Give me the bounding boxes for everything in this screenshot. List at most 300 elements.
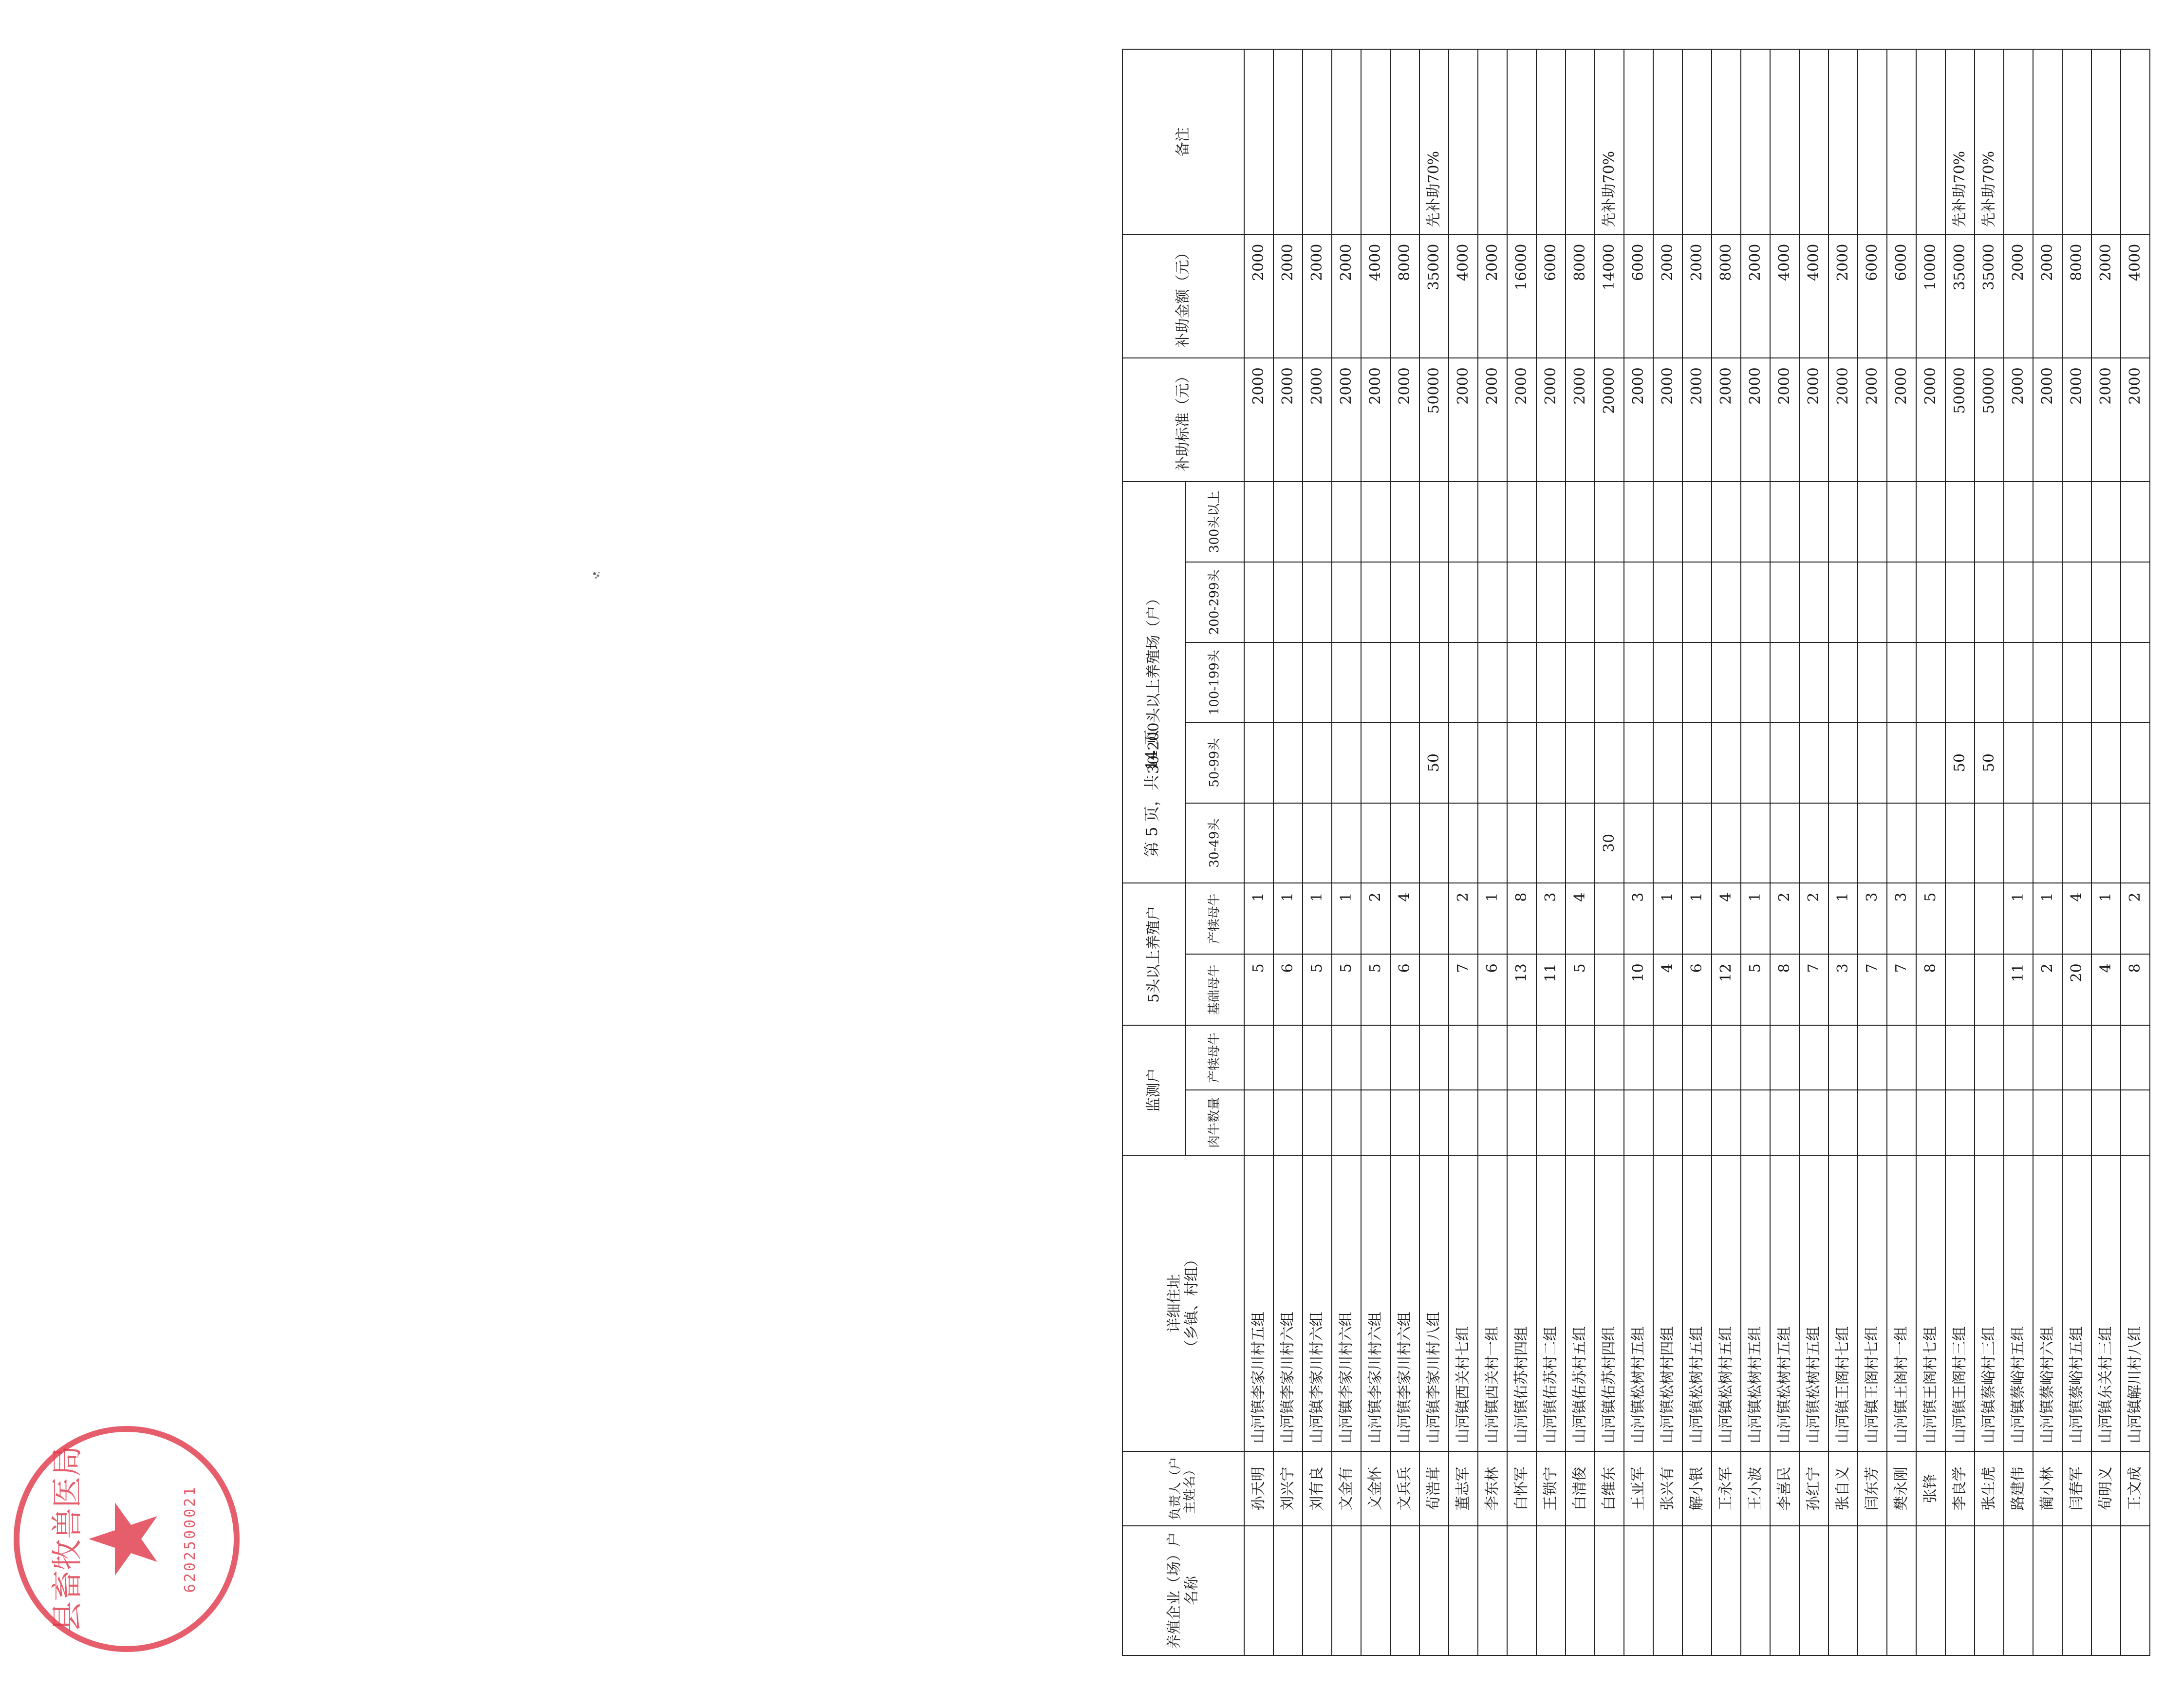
cell-empty: [2004, 482, 2033, 562]
cell-empty: [1449, 1090, 1478, 1155]
cell-empty: [2033, 642, 2062, 723]
cell-f30: [1887, 803, 1916, 883]
cell-base: 6: [1682, 954, 1712, 1025]
cell-calving: [1975, 883, 2004, 954]
cell-remark: [1332, 49, 1361, 235]
cell-amount: 8000: [1390, 235, 1419, 358]
cell-empty: [1390, 562, 1419, 642]
cell-address: 山河镇李家川村六组: [1273, 1155, 1303, 1452]
cell-empty: [1361, 1526, 1390, 1655]
cell-empty: [1303, 482, 1332, 562]
cell-empty: [2004, 642, 2033, 723]
cell-f30: [1273, 803, 1303, 883]
cell-empty: [1419, 482, 1449, 562]
cell-amount: 35000: [1419, 235, 1449, 358]
cell-empty: [1332, 482, 1361, 562]
cell-base: [1419, 954, 1449, 1025]
cell-remark: [1449, 49, 1478, 235]
cell-f30: [1507, 803, 1536, 883]
cell-base: 7: [1799, 954, 1828, 1025]
cell-amount: 6000: [1624, 235, 1653, 358]
svg-text:县畜牧兽医局: 县畜牧兽医局: [50, 1445, 86, 1633]
cell-name: 王小波: [1741, 1451, 1770, 1525]
cell-empty: [1653, 1025, 1682, 1090]
cell-empty: [2121, 642, 2150, 723]
cell-name: 刘有良: [1303, 1451, 1332, 1525]
cell-name: 路建伟: [2004, 1451, 2033, 1525]
cell-f50: [1858, 723, 1887, 803]
cell-empty: [2033, 562, 2062, 642]
cell-f50: [1390, 723, 1419, 803]
cell-f50: [1682, 723, 1712, 803]
cell-empty: [1478, 642, 1507, 723]
cell-calving: 1: [1741, 883, 1770, 954]
cell-calving: 1: [1682, 883, 1712, 954]
cell-empty: [1478, 1025, 1507, 1090]
header-farm-100: 100-199头: [1186, 642, 1244, 723]
cell-empty: [1858, 1526, 1887, 1655]
cell-std: 2000: [1361, 358, 1390, 482]
cell-calving: [1419, 883, 1449, 954]
cell-address: 山河镇蔡峪村五组: [2062, 1155, 2091, 1452]
cell-empty: [1945, 1090, 1975, 1155]
cell-empty: [2033, 1526, 2062, 1655]
cell-empty: [1273, 1025, 1303, 1090]
cell-base: 7: [1449, 954, 1478, 1025]
cell-empty: [1478, 1526, 1507, 1655]
cell-empty: [2062, 562, 2091, 642]
cell-empty: [1332, 1526, 1361, 1655]
cell-empty: [1419, 1526, 1449, 1655]
cell-f30: [1653, 803, 1682, 883]
cell-amount: 2000: [1273, 235, 1303, 358]
cell-f50: [1507, 723, 1536, 803]
table-row: [1624, 49, 1653, 1655]
cell-empty: [1945, 562, 1975, 642]
cell-std: 2000: [1273, 358, 1303, 482]
table-row: [1566, 49, 1595, 1655]
cell-remark: [1858, 49, 1887, 235]
cell-empty: [1712, 1090, 1741, 1155]
cell-empty: [1682, 642, 1712, 723]
table-row: [1858, 49, 1887, 1655]
cell-empty: [2091, 1526, 2121, 1655]
cell-f50: 50: [1945, 723, 1975, 803]
cell-remark: [2033, 49, 2062, 235]
cell-empty: [2033, 1025, 2062, 1090]
cell-address: 山河镇王阁村一组: [1887, 1155, 1916, 1452]
cell-f30: [1566, 803, 1595, 883]
cell-empty: [1361, 562, 1390, 642]
cell-remark: [1887, 49, 1916, 235]
table-body: [1244, 49, 2150, 1655]
cell-base: 8: [1916, 954, 1945, 1025]
header-address-sub: （乡镇、村组）: [1183, 1252, 1200, 1354]
cell-empty: [1419, 1025, 1449, 1090]
cell-empty: [1975, 1025, 2004, 1090]
cell-name: 文金怀: [1361, 1451, 1390, 1525]
cell-f50: [1536, 723, 1566, 803]
cell-remark: 先补助70%: [1419, 49, 1449, 235]
cell-remark: [1478, 49, 1507, 235]
cell-empty: [2091, 1090, 2121, 1155]
cell-address: 山河镇佑苏村五组: [1566, 1155, 1595, 1452]
cell-amount: 2000: [1244, 235, 1273, 358]
cell-f50: [1244, 723, 1273, 803]
cell-empty: [1478, 562, 1507, 642]
cell-calving: [1595, 883, 1624, 954]
cell-empty: [1624, 1526, 1653, 1655]
cell-address: 山河镇王阁村七组: [1828, 1155, 1858, 1452]
cell-std: 2000: [1624, 358, 1653, 482]
cell-std: 2000: [1303, 358, 1332, 482]
cell-f50: 50: [1975, 723, 2004, 803]
cell-amount: 8000: [1712, 235, 1741, 358]
table-row: [1303, 49, 1332, 1655]
cell-amount: 4000: [1449, 235, 1478, 358]
cell-amount: 6000: [1858, 235, 1887, 358]
cell-empty: [1536, 1526, 1566, 1655]
cell-address: 山河镇松树村四组: [1653, 1155, 1682, 1452]
cell-empty: [1624, 562, 1653, 642]
cell-amount: 4000: [1770, 235, 1799, 358]
cell-std: 2000: [1828, 358, 1858, 482]
cell-std: 2000: [2004, 358, 2033, 482]
cell-f30: [2033, 803, 2062, 883]
table-row: [1945, 49, 1975, 1655]
cell-amount: 2000: [1653, 235, 1682, 358]
cell-f30: [1361, 803, 1390, 883]
cell-empty: [1828, 1526, 1858, 1655]
cell-empty: [1975, 482, 2004, 562]
cell-calving: 4: [1712, 883, 1741, 954]
cell-address: 山河镇解川村八组: [2121, 1155, 2150, 1452]
cell-empty: [1449, 562, 1478, 642]
cell-base: [1945, 954, 1975, 1025]
cell-f30: [2091, 803, 2121, 883]
cell-calving: 4: [2062, 883, 2091, 954]
table-row: [2033, 49, 2062, 1655]
cell-empty: [1507, 1090, 1536, 1155]
cell-name: 王亚军: [1624, 1451, 1653, 1525]
cell-remark: [1799, 49, 1828, 235]
cell-address: 山河镇李家川村六组: [1332, 1155, 1361, 1452]
header-farm-50: 50-99头: [1186, 723, 1244, 803]
cell-remark: [2062, 49, 2091, 235]
cell-address: 山河镇佑苏村二组: [1536, 1155, 1566, 1452]
table-row: [1828, 49, 1858, 1655]
table-row: [1653, 49, 1682, 1655]
cell-empty: [1770, 642, 1799, 723]
cell-calving: 2: [1449, 883, 1478, 954]
cell-f50: [1595, 723, 1624, 803]
cell-amount: 2000: [1828, 235, 1858, 358]
cell-std: 2000: [2033, 358, 2062, 482]
cell-f30: [1449, 803, 1478, 883]
cell-empty: [1536, 562, 1566, 642]
cell-remark: [1244, 49, 1273, 235]
cell-f50: [2062, 723, 2091, 803]
cell-std: 2000: [1507, 358, 1536, 482]
cell-empty: [1770, 562, 1799, 642]
cell-name: 孙天明: [1244, 1451, 1273, 1525]
cell-base: 7: [1887, 954, 1916, 1025]
cell-base: [1595, 954, 1624, 1025]
cell-f30: [1975, 803, 2004, 883]
cell-empty: [1653, 1526, 1682, 1655]
cell-std: 2000: [1536, 358, 1566, 482]
cell-amount: 2000: [2004, 235, 2033, 358]
cell-remark: [2091, 49, 2121, 235]
cell-empty: [1653, 642, 1682, 723]
cell-f50: [1566, 723, 1595, 803]
cell-f50: [2033, 723, 2062, 803]
cell-empty: [1858, 1025, 1887, 1090]
cell-std: 2000: [1887, 358, 1916, 482]
cell-std: 2000: [1799, 358, 1828, 482]
cell-empty: [1361, 1090, 1390, 1155]
cell-empty: [1507, 1025, 1536, 1090]
cell-std: 50000: [1975, 358, 2004, 482]
cell-f30: [1419, 803, 1449, 883]
cell-f50: 50: [1419, 723, 1449, 803]
header-g5-calving: 产犊母牛: [1186, 883, 1244, 954]
cell-name: 王锁宁: [1536, 1451, 1566, 1525]
cell-empty: [2121, 1526, 2150, 1655]
cell-remark: [1828, 49, 1858, 235]
cell-base: 5: [1244, 954, 1273, 1025]
cell-empty: [2062, 1090, 2091, 1155]
cell-empty: [1449, 642, 1478, 723]
header-standard: 补助标准（元）: [1122, 358, 1244, 482]
svg-text:6202500021: 6202500021: [182, 1485, 199, 1593]
cell-std: 2000: [1741, 358, 1770, 482]
cell-calving: 2: [2121, 883, 2150, 954]
cell-empty: [1566, 562, 1595, 642]
cell-base: 8: [2121, 954, 2150, 1025]
cell-empty: [1712, 482, 1741, 562]
header-farm-30: 30-49头: [1186, 803, 1244, 883]
cell-empty: [1916, 482, 1945, 562]
cell-address: 山河镇蔡峪村三组: [1975, 1155, 2004, 1452]
cell-f50: [1916, 723, 1945, 803]
cell-empty: [1273, 1526, 1303, 1655]
cell-address: 山河镇松树村五组: [1624, 1155, 1653, 1452]
cell-address: 山河镇松树村五组: [1799, 1155, 1828, 1452]
table-row: [1273, 49, 1303, 1655]
cell-calving: 1: [1653, 883, 1682, 954]
cell-std: 2000: [1478, 358, 1507, 482]
cell-empty: [1273, 562, 1303, 642]
cell-empty: [2004, 1526, 2033, 1655]
cell-base: 12: [1712, 954, 1741, 1025]
cell-empty: [1653, 1090, 1682, 1155]
cell-amount: 2000: [2033, 235, 2062, 358]
cell-name: 荀浩茸: [1419, 1451, 1449, 1525]
cell-amount: 8000: [1566, 235, 1595, 358]
cell-address: 山河镇王阁村七组: [1858, 1155, 1887, 1452]
cell-std: 2000: [2121, 358, 2150, 482]
cell-empty: [1887, 1090, 1916, 1155]
cell-empty: [1799, 562, 1828, 642]
cell-calving: 2: [1799, 883, 1828, 954]
cell-std: 2000: [1653, 358, 1682, 482]
cell-calving: 2: [1770, 883, 1799, 954]
cell-empty: [1536, 642, 1566, 723]
table-row: [1741, 49, 1770, 1655]
cell-empty: [1741, 1526, 1770, 1655]
cell-f50: [1449, 723, 1478, 803]
table-row: [1916, 49, 1945, 1655]
cell-calving: 1: [2091, 883, 2121, 954]
table-row: [1507, 49, 1536, 1655]
table-row: [1887, 49, 1916, 1655]
cell-empty: [1624, 642, 1653, 723]
cell-empty: [1741, 562, 1770, 642]
cell-empty: [1712, 1025, 1741, 1090]
cell-remark: [1712, 49, 1741, 235]
cell-name: 孙红宁: [1799, 1451, 1828, 1525]
cell-empty: [1858, 562, 1887, 642]
cell-calving: 1: [1828, 883, 1858, 954]
cell-address: 山河镇松树村五组: [1741, 1155, 1770, 1452]
cell-std: 2000: [1332, 358, 1361, 482]
cell-empty: [1828, 482, 1858, 562]
cell-address: 山河镇王阁村七组: [1916, 1155, 1945, 1452]
cell-empty: [1887, 642, 1916, 723]
cell-remark: [2004, 49, 2033, 235]
cell-empty: [1595, 482, 1624, 562]
cell-empty: [1741, 642, 1770, 723]
cell-empty: [2091, 562, 2121, 642]
cell-remark: [1361, 49, 1390, 235]
table-row: [1390, 49, 1419, 1655]
cell-empty: [1624, 1025, 1653, 1090]
cell-calving: 1: [1244, 883, 1273, 954]
cell-address: 山河镇松树村五组: [1682, 1155, 1712, 1452]
cell-empty: [1595, 1090, 1624, 1155]
cell-name: 荀明义: [2091, 1451, 2121, 1525]
cell-std: 2000: [1566, 358, 1595, 482]
cell-empty: [2062, 1526, 2091, 1655]
cell-f30: [1741, 803, 1770, 883]
cell-remark: [1916, 49, 1945, 235]
cell-empty: [1536, 482, 1566, 562]
cell-amount: 2000: [1303, 235, 1332, 358]
cell-empty: [1682, 1025, 1712, 1090]
table-row: [1536, 49, 1566, 1655]
cell-empty: [1975, 1526, 2004, 1655]
cell-base: 11: [1536, 954, 1566, 1025]
cell-remark: [1566, 49, 1595, 235]
cell-remark: 先补助70%: [1975, 49, 2004, 235]
cell-base: 5: [1741, 954, 1770, 1025]
cell-f50: [2121, 723, 2150, 803]
cell-empty: [1799, 1090, 1828, 1155]
cell-empty: [1887, 562, 1916, 642]
cell-std: 2000: [1244, 358, 1273, 482]
cell-f30: [1478, 803, 1507, 883]
cell-address: 山河镇松树村五组: [1770, 1155, 1799, 1452]
cell-empty: [1303, 1090, 1332, 1155]
cell-empty: [1682, 482, 1712, 562]
cell-f50: [1828, 723, 1858, 803]
cell-f50: [1653, 723, 1682, 803]
cell-empty: [1770, 1025, 1799, 1090]
scan-speck: [590, 569, 603, 582]
cell-empty: [1419, 562, 1449, 642]
table-row: [1712, 49, 1741, 1655]
cell-name: 白维东: [1595, 1451, 1624, 1525]
cell-empty: [1332, 1090, 1361, 1155]
cell-std: 50000: [1419, 358, 1449, 482]
cell-remark: [1653, 49, 1682, 235]
cell-empty: [2091, 642, 2121, 723]
cell-remark: [1682, 49, 1712, 235]
cell-name: 张生虎: [1975, 1451, 2004, 1525]
cell-empty: [2004, 562, 2033, 642]
table-row: [2004, 49, 2033, 1655]
cell-empty: [1624, 482, 1653, 562]
cell-amount: 8000: [2062, 235, 2091, 358]
table-row: [1332, 49, 1361, 1655]
header-amount: 补助金额（元）: [1122, 235, 1244, 358]
page-footer: 第 5 页，共 14 页: [1142, 730, 1161, 857]
cell-empty: [1945, 1526, 1975, 1655]
cell-calving: 3: [1858, 883, 1887, 954]
cell-std: 20000: [1595, 358, 1624, 482]
cell-empty: [1712, 562, 1741, 642]
cell-empty: [1828, 1090, 1858, 1155]
header-farm-200: 200-299头: [1186, 562, 1244, 642]
cell-amount: 10000: [1916, 235, 1945, 358]
cell-empty: [1536, 1090, 1566, 1155]
cell-name: 蔺小林: [2033, 1451, 2062, 1525]
cell-empty: [1975, 642, 2004, 723]
cell-empty: [1507, 562, 1536, 642]
cell-std: 2000: [2062, 358, 2091, 482]
cell-name: 刘兴宁: [1273, 1451, 1303, 1525]
table-row: [2121, 49, 2150, 1655]
cell-empty: [1799, 642, 1828, 723]
cell-std: 2000: [1770, 358, 1799, 482]
cell-empty: [1449, 1526, 1478, 1655]
cell-base: 5: [1566, 954, 1595, 1025]
cell-name: 文兵兵: [1390, 1451, 1419, 1525]
cell-std: 2000: [1916, 358, 1945, 482]
cell-address: 山河镇西关村一组: [1478, 1155, 1507, 1452]
cell-empty: [1975, 1090, 2004, 1155]
cell-name: 李良学: [1945, 1451, 1975, 1525]
cell-base: 10: [1624, 954, 1653, 1025]
cell-empty: [1566, 642, 1595, 723]
table-row: [1361, 49, 1390, 1655]
cell-amount: 16000: [1507, 235, 1536, 358]
cell-amount: 35000: [1975, 235, 2004, 358]
cell-empty: [1770, 1090, 1799, 1155]
cell-base: 5: [1361, 954, 1390, 1025]
cell-empty: [1770, 1526, 1799, 1655]
cell-empty: [1945, 642, 1975, 723]
cell-empty: [1332, 642, 1361, 723]
cell-empty: [2091, 1025, 2121, 1090]
cell-empty: [1887, 1025, 1916, 1090]
cell-empty: [1916, 1090, 1945, 1155]
header-address: [1122, 1155, 1244, 1452]
cell-base: 4: [2091, 954, 2121, 1025]
cell-empty: [1449, 482, 1478, 562]
cell-empty: [1595, 1526, 1624, 1655]
